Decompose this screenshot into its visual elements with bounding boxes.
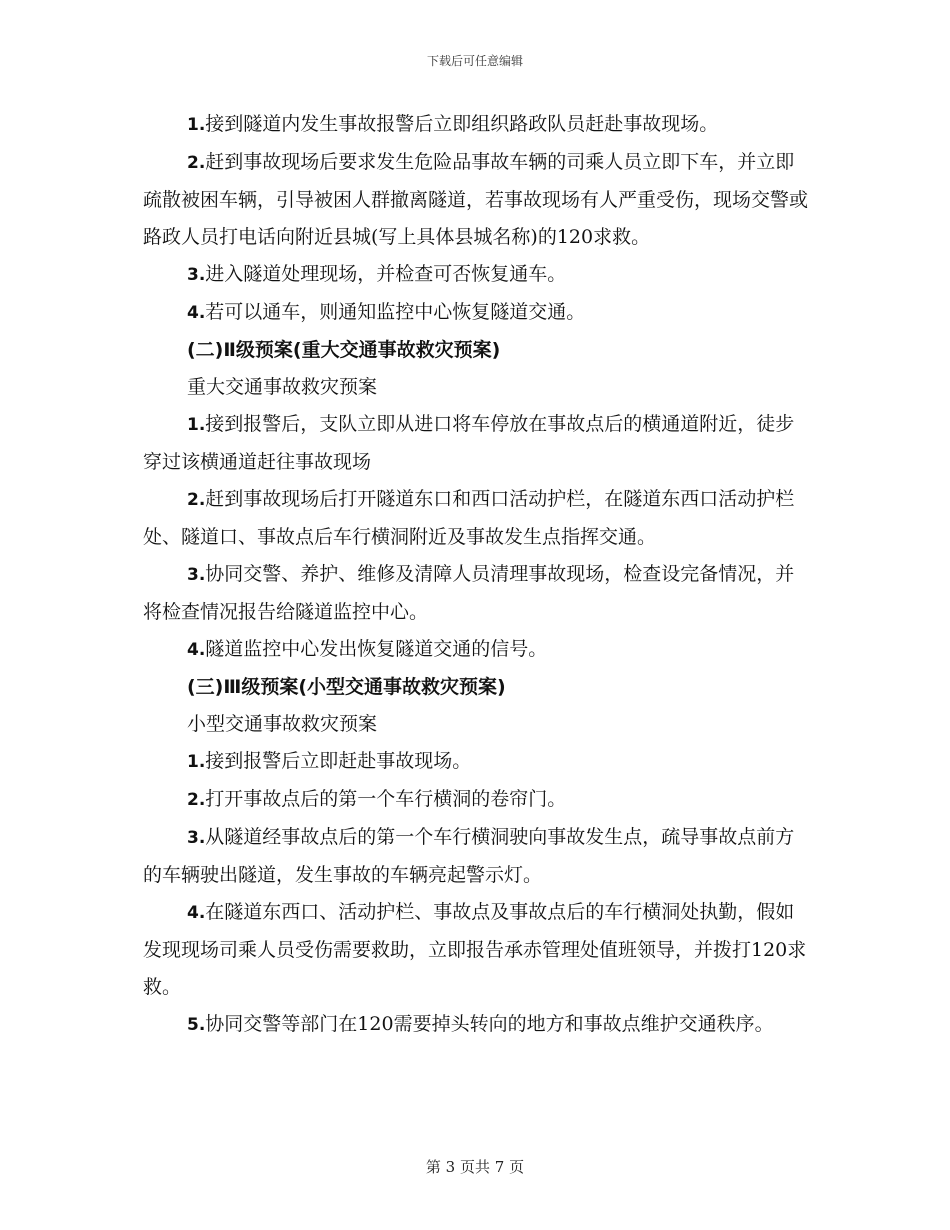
- paragraph: [143, 106, 813, 144]
- item-number: 4.: [187, 903, 206, 923]
- item-number: 3.: [187, 265, 206, 285]
- paragraph-text: 从隧道经事故点后的第一个车行横洞驶向事故发生点，疏导事故点前方的车辆驶出隧道，发生事故的车辆亮起警示灯。: [143, 826, 795, 886]
- paragraph: [143, 481, 813, 556]
- item-number: 4.: [187, 303, 206, 323]
- section-subtitle: 小型交通事故救灾预案: [187, 713, 378, 735]
- section-heading: (二)Ⅱ级预案(重大交通事故救灾预案): [187, 339, 501, 361]
- paragraph-text: 若可以通车，则通知监控中心恢复隧道交通。: [205, 301, 586, 323]
- paragraph: [143, 894, 813, 1006]
- paragraph-text: 赶到事故现场后要求发生危险品事故车辆的司乘人员立即下车，并立即疏散被困车辆，引导被困人群撤离隧道，若事故现场有人严重受伤，现场交警或路政人员打电话向附近县城(写上具体县城名称)的120求救。: [143, 151, 809, 248]
- item-number: 3.: [187, 565, 206, 585]
- item-number: 2.: [187, 153, 206, 173]
- item-number: 1.: [187, 752, 206, 772]
- paragraph: [143, 406, 813, 481]
- item-number: 2.: [187, 490, 206, 510]
- paragraph-text: 协同交警等部门在120需要掉头转向的地方和事故点维护交通秩序。: [205, 1013, 774, 1035]
- paragraph-text: 接到隧道内发生事故报警后立即组织路政队员赶赴事故现场。: [205, 113, 719, 135]
- item-number: 4.: [187, 640, 206, 660]
- item-number: 5.: [187, 1015, 206, 1035]
- document-body: [143, 106, 813, 1044]
- paragraph: [143, 294, 813, 332]
- paragraph-text: 接到报警后立即赶赴事故现场。: [205, 750, 472, 772]
- paragraph-text: 打开事故点后的第一个车行横洞的卷帘门。: [205, 788, 567, 810]
- paragraph: [143, 1006, 813, 1044]
- paragraph-text: 赶到事故现场后打开隧道东口和西口活动护栏，在隧道东西口活动护栏处、隧道口、事故点后车行横洞附近及事故发生点指挥交通。: [143, 488, 795, 548]
- paragraph-text: 隧道监控中心发出恢复隧道交通的信号。: [205, 638, 548, 660]
- paragraph: [143, 781, 813, 819]
- paragraph: [143, 144, 813, 256]
- paragraph: [143, 556, 813, 631]
- paragraph: [143, 743, 813, 781]
- paragraph: [143, 256, 813, 294]
- item-number: 3.: [187, 828, 206, 848]
- page-footer: 第 3 页共 7 页: [425, 1158, 525, 1176]
- section-subtitle: 重大交通事故救灾预案: [187, 376, 378, 398]
- section-heading: (三)Ⅲ级预案(小型交通事故救灾预案): [187, 676, 506, 698]
- item-number: 2.: [187, 790, 206, 810]
- item-number: 1.: [187, 415, 206, 435]
- paragraph-text: 接到报警后，支队立即从进口将车停放在事故点后的横通道附近，徒步穿过该横通道赶往事故现场: [143, 413, 795, 473]
- paragraph-text: 协同交警、养护、维修及清障人员清理事故现场，检查设完备情况，并将检查情况报告给隧道监控中心。: [143, 563, 795, 623]
- page-header: 下载后可任意编辑: [426, 54, 523, 68]
- paragraph-text: 在隧道东西口、活动护栏、事故点及事故点后的车行横洞处执勤，假如发现现场司乘人员受伤需要救助，立即报告承赤管理处值班领导，并拨打120求救。: [143, 901, 807, 998]
- item-number: 1.: [187, 115, 206, 135]
- paragraph-text: 进入隧道处理现场，并检查可否恢复通车。: [205, 263, 567, 285]
- paragraph: [143, 819, 813, 894]
- paragraph: [143, 631, 813, 669]
